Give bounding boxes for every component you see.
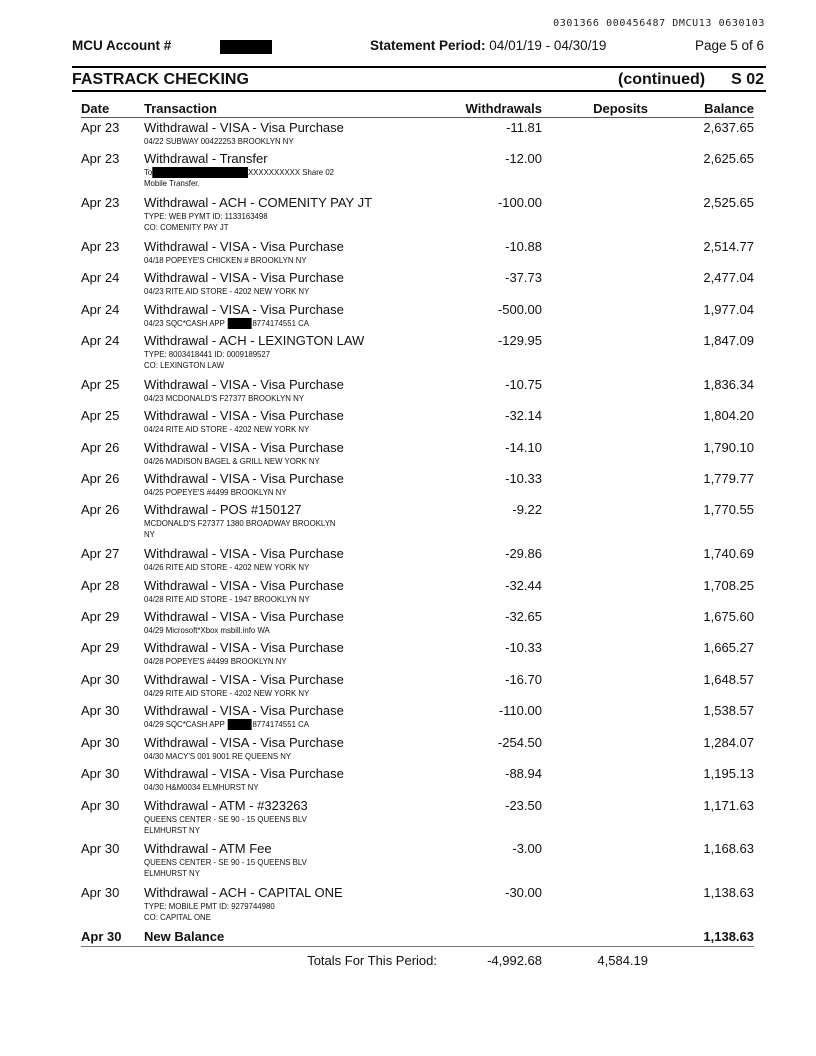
transaction-date: Apr 28: [81, 578, 120, 593]
transaction-detail-line: [144, 178, 200, 189]
redaction-bar: [228, 318, 252, 329]
transaction-date: Apr 24: [81, 333, 120, 348]
transaction-detail-line: 04/26 MADISON BAGEL & GRILL NEW YORK NY: [144, 456, 320, 466]
transaction-date: Apr 29: [81, 640, 120, 655]
transaction-date: Apr 23: [81, 239, 120, 254]
transaction-balance: 1,804.20: [703, 408, 754, 423]
transaction-withdrawal: -11.81: [506, 120, 542, 135]
transaction-balance: 2,625.65: [703, 151, 754, 166]
transaction-balance: 2,477.04: [703, 270, 754, 285]
column-withdrawals: Withdrawals: [465, 101, 542, 116]
totals-rule: [81, 946, 754, 947]
column-balance: Balance: [704, 101, 754, 116]
transaction-description: Withdrawal - VISA - Visa Purchase: [144, 471, 344, 486]
section-code: S 02: [731, 71, 764, 88]
transaction-description: Withdrawal - ACH - LEXINGTON LAW: [144, 333, 365, 348]
transaction-detail-prefix: To: [144, 167, 153, 177]
transaction-balance: 1,665.27: [703, 640, 754, 655]
transaction-detail-line: TYPE: MOBILE PMT ID: 9279744980: [144, 901, 275, 911]
transaction-withdrawal: -10.75: [505, 377, 542, 392]
transaction-date: Apr 24: [81, 270, 120, 285]
transaction-balance: 1,836.34: [703, 377, 754, 392]
transaction-detail-line: 04/29 RITE AID STORE - 4202 NEW YORK NY: [144, 688, 310, 698]
transaction-date: Apr 26: [81, 502, 120, 517]
column-deposits: Deposits: [593, 101, 648, 116]
transaction-detail-line: 04/25 POPEYE'S #4499 BROOKLYN NY: [144, 487, 287, 497]
transaction-date: Apr 30: [81, 703, 120, 718]
transaction-withdrawal: -100.00: [497, 195, 542, 210]
transaction-balance: 1,977.04: [703, 302, 754, 317]
new-balance-amount: 1,138.63: [703, 929, 754, 944]
header-rule: [72, 66, 766, 68]
transaction-withdrawal: -9.22: [512, 502, 542, 517]
transaction-balance: 1,708.25: [703, 578, 754, 593]
transaction-detail-line: 04/23 MCDONALD'S F27377 BROOKLYN NY: [144, 393, 304, 403]
transaction-balance: 1,740.69: [703, 546, 754, 561]
redaction-bar: [228, 719, 252, 730]
transaction-detail-text: XXXXXXXXXX Share 02: [247, 167, 335, 177]
transaction-description: Withdrawal - VISA - Visa Purchase: [144, 546, 344, 561]
transaction-description: Withdrawal - ATM Fee: [144, 841, 272, 856]
transaction-detail-line: ELMHURST NY: [144, 868, 200, 878]
transaction-balance: 1,648.57: [703, 672, 754, 687]
statement-header: [72, 38, 766, 54]
transaction-date: Apr 23: [81, 120, 120, 135]
transaction-balance: 2,525.65: [703, 195, 754, 210]
transaction-withdrawal: -23.50: [505, 798, 542, 813]
transaction-date: Apr 30: [81, 798, 120, 813]
transaction-description: Withdrawal - VISA - Visa Purchase: [144, 735, 344, 750]
transaction-withdrawal: -37.73: [505, 270, 542, 285]
transaction-date: Apr 27: [81, 546, 120, 561]
transaction-detail-line: TYPE: WEB PYMT ID: 1133163498: [144, 211, 268, 221]
transaction-detail-text: 8774174551 CA: [252, 719, 309, 729]
transaction-description: Withdrawal - VISA - Visa Purchase: [144, 578, 344, 593]
column-date: Date: [81, 101, 110, 116]
transaction-detail-line: 04/18 POPEYE'S CHICKEN # BROOKLYN NY: [144, 255, 307, 265]
transaction-detail-line: 04/30 MACY'S 001 9001 RE QUEENS NY: [144, 751, 292, 761]
transaction-description: Withdrawal - POS #150127: [144, 502, 302, 517]
statement-period: [370, 38, 606, 53]
totals-withdrawals: -4,992.68: [487, 953, 542, 968]
totals-label: Totals For This Period:: [307, 953, 437, 968]
transaction-detail-line: [144, 318, 309, 329]
page-number: Page 5 of 6: [694, 38, 764, 53]
transaction-description: Withdrawal - Transfer: [144, 151, 268, 166]
transaction-balance: 1,538.57: [703, 703, 754, 718]
transaction-withdrawal: -14.10: [505, 440, 542, 455]
transaction-date: Apr 29: [81, 609, 120, 624]
transaction-description: Withdrawal - VISA - Visa Purchase: [144, 120, 344, 135]
transaction-detail-line: [144, 167, 334, 178]
period-value: 04/01/19 - 04/30/19: [489, 38, 607, 53]
transaction-withdrawal: -10.33: [505, 640, 542, 655]
column-headers: [0, 101, 816, 117]
transaction-detail-text: 04/23 SQC*CASH APP: [144, 318, 225, 328]
transaction-description: Withdrawal - VISA - Visa Purchase: [144, 302, 344, 317]
transaction-description: Withdrawal - VISA - Visa Purchase: [144, 377, 344, 392]
redaction-bar: [152, 167, 248, 178]
transaction-withdrawal: -254.50: [497, 735, 542, 750]
new-balance-date: Apr 30: [81, 929, 122, 944]
transaction-withdrawal: -3.00: [512, 841, 542, 856]
transaction-withdrawal: -10.33: [505, 471, 542, 486]
account-label: MCU Account #: [72, 38, 172, 53]
transaction-balance: 1,171.63: [703, 798, 754, 813]
transaction-date: Apr 30: [81, 885, 120, 900]
transaction-description: Withdrawal - VISA - Visa Purchase: [144, 239, 344, 254]
section-name: FASTRACK CHECKING: [72, 71, 249, 88]
transaction-withdrawal: -500.00: [497, 302, 542, 317]
transaction-detail-line: 04/26 RITE AID STORE - 4202 NEW YORK NY: [144, 562, 310, 572]
transaction-description: Withdrawal - VISA - Visa Purchase: [144, 640, 344, 655]
transaction-detail-line: QUEENS CENTER - SE 90 - 15 QUEENS BLV: [144, 857, 307, 867]
transaction-withdrawal: -32.44: [505, 578, 542, 593]
transaction-balance: 1,779.77: [703, 471, 754, 486]
totals-deposits: 4,584.19: [597, 953, 648, 968]
transaction-date: Apr 25: [81, 408, 120, 423]
transaction-description: Withdrawal - VISA - Visa Purchase: [144, 440, 344, 455]
transaction-balance: 1,138.63: [703, 885, 754, 900]
transaction-description: Withdrawal - ATM - #323263: [144, 798, 308, 813]
transaction-balance: 1,675.60: [703, 609, 754, 624]
transaction-date: Apr 30: [81, 766, 120, 781]
section-title-bar: [72, 71, 766, 89]
transaction-balance: 1,770.55: [703, 502, 754, 517]
transaction-detail-line: ELMHURST NY: [144, 825, 200, 835]
transaction-detail-line: CO: LEXINGTON LAW: [144, 360, 224, 370]
transaction-date: Apr 23: [81, 195, 120, 210]
transaction-withdrawal: -30.00: [505, 885, 542, 900]
transaction-detail-line: 04/28 RITE AID STORE - 1947 BROOKLYN NY: [144, 594, 310, 604]
transaction-balance: 1,195.13: [703, 766, 754, 781]
transaction-detail-line: CO: COMENITY PAY JT: [144, 222, 229, 232]
transaction-balance: 1,847.09: [703, 333, 754, 348]
transaction-detail-line: CO: CAPITAL ONE: [144, 912, 211, 922]
transaction-date: Apr 30: [81, 735, 120, 750]
transaction-withdrawal: -129.95: [497, 333, 542, 348]
document-code: 0301366 000456487 DMCU13 0630103: [553, 18, 765, 29]
transaction-detail-line: QUEENS CENTER - SE 90 - 15 QUEENS BLV: [144, 814, 307, 824]
transaction-description: Withdrawal - VISA - Visa Purchase: [144, 703, 344, 718]
transaction-detail-line: 04/23 RITE AID STORE - 4202 NEW YORK NY: [144, 286, 310, 296]
transaction-balance: 2,514.77: [703, 239, 754, 254]
transaction-date: Apr 26: [81, 440, 120, 455]
transaction-balance: 1,284.07: [703, 735, 754, 750]
transaction-description: Withdrawal - ACH - CAPITAL ONE: [144, 885, 343, 900]
redacted-account-number: [220, 40, 272, 54]
section-continued: (continued): [618, 71, 706, 88]
transaction-withdrawal: -88.94: [505, 766, 542, 781]
transaction-date: Apr 30: [81, 841, 120, 856]
transaction-withdrawal: -110.00: [498, 703, 542, 718]
transaction-withdrawal: -16.70: [505, 672, 542, 687]
transaction-description: Withdrawal - VISA - Visa Purchase: [144, 766, 344, 781]
transaction-withdrawal: -29.86: [505, 546, 542, 561]
transaction-balance: 1,790.10: [703, 440, 754, 455]
transaction-detail-line: [144, 719, 309, 730]
transaction-description: Withdrawal - ACH - COMENITY PAY JT: [144, 195, 373, 210]
transaction-description: Withdrawal - VISA - Visa Purchase: [144, 408, 344, 423]
transaction-balance: 1,168.63: [703, 841, 754, 856]
transaction-description: Withdrawal - VISA - Visa Purchase: [144, 609, 344, 624]
transaction-balance: 2,637.65: [703, 120, 754, 135]
transaction-date: Apr 25: [81, 377, 120, 392]
transaction-withdrawal: -32.65: [505, 609, 542, 624]
transaction-withdrawal: -32.14: [505, 408, 542, 423]
transaction-detail-line: MCDONALD'S F27377 1380 BROADWAY BROOKLYN: [144, 518, 336, 528]
transaction-withdrawal: -12.00: [505, 151, 542, 166]
transaction-detail-line: NY: [144, 529, 155, 539]
transaction-withdrawal: -10.88: [505, 239, 542, 254]
transaction-date: Apr 23: [81, 151, 120, 166]
transaction-detail-line: 04/24 RITE AID STORE - 4202 NEW YORK NY: [144, 424, 310, 434]
transaction-detail-line: 04/28 POPEYE'S #4499 BROOKLYN NY: [144, 656, 287, 666]
transaction-detail-line: TYPE: 8003418441 ID: 0009189527: [144, 349, 271, 359]
transaction-date: Apr 26: [81, 471, 120, 486]
transaction-description: Withdrawal - VISA - Visa Purchase: [144, 672, 344, 687]
new-balance-label: New Balance: [144, 929, 225, 944]
column-header-rule: [81, 117, 754, 118]
transaction-detail-text: Mobile Transfer.: [144, 178, 200, 188]
transaction-detail-text: 04/29 SQC*CASH APP: [144, 719, 225, 729]
transaction-detail-line: 04/30 H&M0034 ELMHURST NY: [144, 782, 259, 792]
transaction-description: Withdrawal - VISA - Visa Purchase: [144, 270, 344, 285]
column-transaction: Transaction: [144, 101, 217, 116]
transaction-detail-line: 04/22 SUBWAY 00422253 BROOKLYN NY: [144, 136, 294, 146]
section-rule: [72, 90, 766, 92]
transaction-detail-text: 8774174551 CA: [252, 318, 309, 328]
transaction-detail-line: 04/29 Microsoft*Xbox msbill.info WA: [144, 625, 270, 635]
period-label: Statement Period:: [370, 38, 486, 53]
transaction-date: Apr 24: [81, 302, 120, 317]
transaction-date: Apr 30: [81, 672, 120, 687]
